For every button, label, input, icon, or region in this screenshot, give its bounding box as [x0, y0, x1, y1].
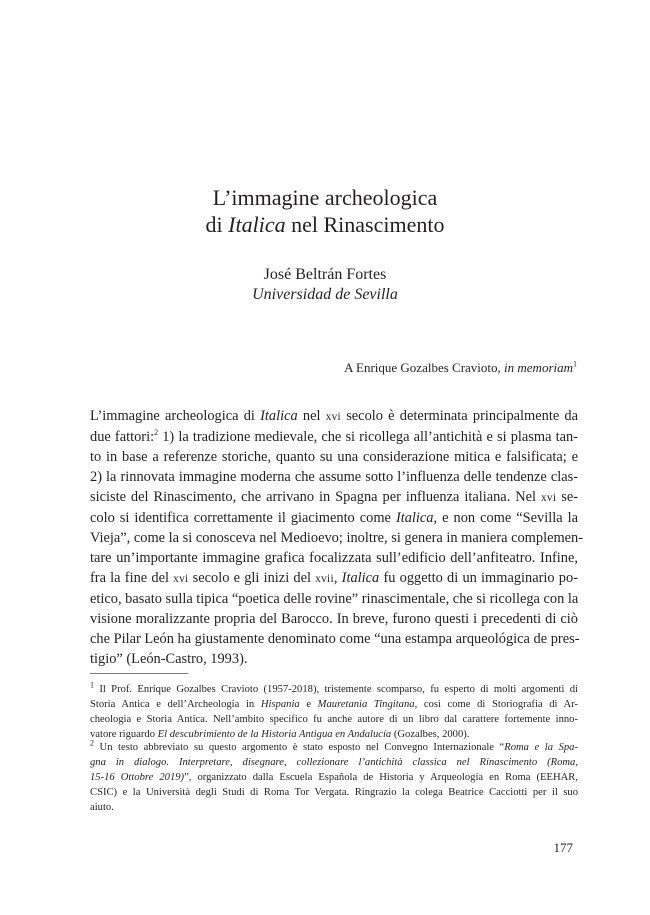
body-text: L’immagine archeologica di	[90, 408, 261, 424]
footnote-ref[interactable]: 2	[154, 428, 159, 438]
title-text: nel Rinascimento	[285, 212, 445, 237]
body-text: siciste del Rinascimento, che arrivano in Spagna per influenza italiana. Nel	[90, 489, 541, 505]
body-smallcaps: xvi	[541, 492, 557, 504]
body-line	[90, 487, 578, 508]
footnote-line: CSIC) e la Università degli Studi di Roma Tor Vergata. Ringrazio la colega Beatrice Cacciotti per il suo	[90, 787, 578, 798]
footnote-text: Un testo abbreviato su questo argomento è stato esposto nel Convegno Internazionale “	[94, 742, 505, 753]
body-italic: Italica	[395, 510, 434, 526]
footnote-text: vatore riguardo	[90, 729, 158, 740]
page-number: 177	[553, 840, 573, 855]
body-text: secolo e gli inizi del	[188, 570, 316, 586]
footnote-line	[90, 740, 578, 755]
footnote-1	[90, 682, 578, 742]
footnote-text: , così come di Storiografia di Ar-	[414, 699, 578, 710]
footnote-italic: 15-16 Ottobre 2019)	[90, 772, 185, 783]
footnote-text: ”, organizzato dalla Escuela Española de Historia y Arqueología en Roma (EEHAR,	[184, 772, 578, 783]
body-text: se-	[556, 489, 578, 505]
footnote-text: e	[299, 699, 318, 710]
dedication-italic: in memoriam	[504, 360, 573, 375]
footnote-line	[90, 682, 578, 697]
body-paragraph	[90, 406, 584, 669]
body-line: etico, basato sulla tipica “poetica delle rovine” rinascimentale, che si ricollega con la	[90, 591, 579, 607]
body-line	[90, 406, 578, 427]
footnote-2	[90, 740, 578, 815]
body-text: 1) la tradizione medievale, che si ricollega all’antichità e si plasma tan-	[158, 429, 578, 445]
body-line: che Pilar León ha giustamente denominato come “una estampa arqueológica de pres-	[90, 631, 580, 647]
footnote-italic: El descubrimiento de la Historia Antigua en Andalucía	[157, 729, 392, 740]
body-text: ,	[333, 570, 342, 586]
body-line: 2) la rinnovata immagine moderna che assume sotto l’influenza delle tendenze clas-	[90, 469, 578, 485]
footnote-text: Il Prof. Enrique Gozalbes Cravioto (1957-2018), tristemente scomparso, fu esperto di molti argomenti di	[94, 684, 578, 695]
author-name: José Beltrán Fortes	[263, 266, 387, 283]
body-line: to in base a referenze storiche, quanto su una considerazione mitica e falsificata; e	[90, 449, 578, 465]
footnote-line	[90, 697, 578, 712]
footnote-line: aiuto.	[90, 802, 114, 813]
body-italic: Italica	[260, 408, 298, 424]
footnote-italic: gna in dialogo. Interpretare, disegnare, collezionare l’antichità classica nel Rinascimento (Roma,	[90, 757, 578, 768]
body-text: due fattori:	[90, 429, 155, 445]
footnote-italic: Mauretania Tingitana	[317, 699, 415, 710]
dedication	[344, 360, 577, 376]
body-line: visione moralizzante propria del Barocco. In breve, furono questi i precedenti di ciò	[90, 611, 578, 627]
body-text: , e non come “Sevilla la	[433, 510, 579, 526]
body-text: fu oggetto di un immaginario po-	[379, 570, 578, 586]
body-smallcaps: xvii	[315, 573, 334, 585]
body-text: nel	[297, 408, 326, 424]
footnote-line	[90, 755, 578, 770]
footnote-text: (Gozalbes, 2000).	[391, 729, 470, 740]
footnote-separator	[90, 673, 188, 674]
title-text: di	[205, 212, 229, 237]
body-line: tare un’importante immagine grafica focalizzata sull’edificio dell’anfiteatro. Infine,	[90, 550, 578, 566]
body-smallcaps: xvi	[325, 411, 341, 423]
title-italic: Italica	[228, 212, 286, 237]
body-italic: Italica	[341, 570, 380, 586]
body-line: Vieja”, come la si conosceva nel Medioevo; inoltre, si genera in maniera complemen-	[90, 530, 584, 546]
body-line	[90, 508, 578, 528]
body-line	[90, 568, 578, 589]
title-line-2	[0, 212, 650, 238]
footnote-number: 2	[90, 738, 94, 748]
footnote-line: cheologia e Storia Antica. Nell’ambito specifico fu anche autore di un libro dal carattere fortemente inno-	[90, 714, 578, 725]
footnote-ref[interactable]: 1	[573, 359, 577, 369]
body-text: colo si identifica correttamente il giacimento come	[90, 510, 396, 526]
body-line: tigio” (León-Castro, 1993).	[90, 651, 248, 667]
footnote-text: Storia Antica e dell’Archeologia in	[90, 699, 261, 710]
dedication-text: A Enrique Gozalbes Cravioto,	[344, 360, 505, 375]
footnote-number: 1	[90, 680, 94, 690]
footnote-line	[90, 770, 578, 785]
body-text: fra la fine del	[90, 570, 174, 586]
body-smallcaps: xvi	[173, 573, 189, 585]
body-text: secolo è determinata principalmente da	[340, 408, 578, 424]
author-affiliation: Universidad de Sevilla	[252, 286, 398, 303]
footnote-italic: Roma e la Spa-	[504, 742, 578, 753]
body-line	[90, 427, 578, 447]
title-line-1: L’immagine archeologica	[212, 185, 438, 210]
footnote-italic: Hispania	[260, 699, 300, 710]
